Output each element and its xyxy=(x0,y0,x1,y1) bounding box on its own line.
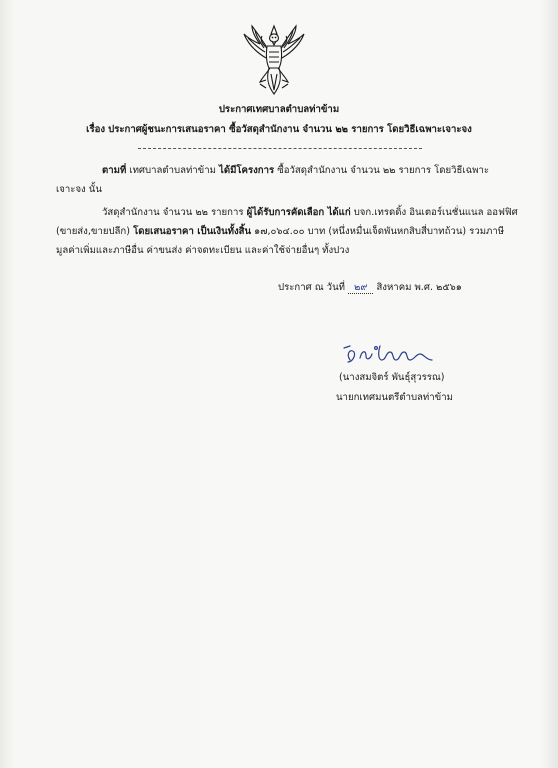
garuda-emblem-icon xyxy=(236,22,312,98)
p1-lead: ตามที่ xyxy=(102,165,127,176)
p2-amount: ๑๗,๐๖๔.๐๐ บาท (หนึ่งหมื่นเจ็ดพันหกสิบสี่บาทถ้วน) รวมภาษี xyxy=(254,226,505,237)
p2-offer-label: โดยเสนอราคา เป็นเงินทั้งสิ้น xyxy=(133,226,252,237)
p1-org: เทศบาลตำบลท่าข้าม xyxy=(129,165,216,176)
paragraph-2-line-3: มูลค่าเพิ่มและภาษีอื่น ค่าขนส่ง ค่าจดทะเบียน และค่าใช้จ่ายอื่นๆ ทั้งปวง xyxy=(56,245,350,256)
signer-position: นายกเทศมนตรีตำบลท่าข้าม xyxy=(336,392,453,403)
separator-line xyxy=(138,148,422,149)
p2-item: วัสดุสำนักงาน จำนวน ๒๒ รายการ xyxy=(102,207,244,218)
paragraph-1-line-2: เจาะจง นั้น xyxy=(56,184,102,195)
p2-vendor: บจก.เทรดดิ้ง อินเตอร์เนชั่นแนล ออฟฟิศ xyxy=(353,207,518,218)
announcement-date xyxy=(278,282,462,294)
p1-project-label: ได้มีโครงการ xyxy=(219,165,275,176)
paragraph-2-line-2 xyxy=(56,226,504,238)
date-prefix: ประกาศ ณ วันที่ xyxy=(278,282,345,293)
date-day: ๒๙ xyxy=(348,282,373,294)
date-rest: สิงหาคม พ.ศ. ๒๕๖๑ xyxy=(376,282,462,293)
paragraph-1-line-1 xyxy=(102,165,489,177)
signer-name: (นางสมจิตร์ พันธุ์สุวรรณ) xyxy=(339,372,445,383)
subject-label: เรื่อง xyxy=(86,124,106,135)
signature-mark xyxy=(336,338,446,372)
p2-vendor-type: (ขายส่ง,ขายปลีก) xyxy=(56,226,130,237)
p1-project-text: ซื้อวัสดุสำนักงาน จำนวน ๒๒ รายการ โดยวิธีเฉพาะ xyxy=(277,165,489,176)
p2-selected-label: ผู้ได้รับการคัดเลือก ได้แก่ xyxy=(246,207,351,218)
document-subject-line xyxy=(0,124,558,136)
subject-text: ประกาศผู้ชนะการเสนอราคา ซื้อวัสดุสำนักงาน จำนวน ๒๒ รายการ โดยวิธีเฉพาะเจาะจง xyxy=(108,124,472,135)
document-title: ประกาศเทศบาลตำบลท่าข้าม xyxy=(218,104,340,115)
paragraph-2-line-1 xyxy=(102,207,518,219)
